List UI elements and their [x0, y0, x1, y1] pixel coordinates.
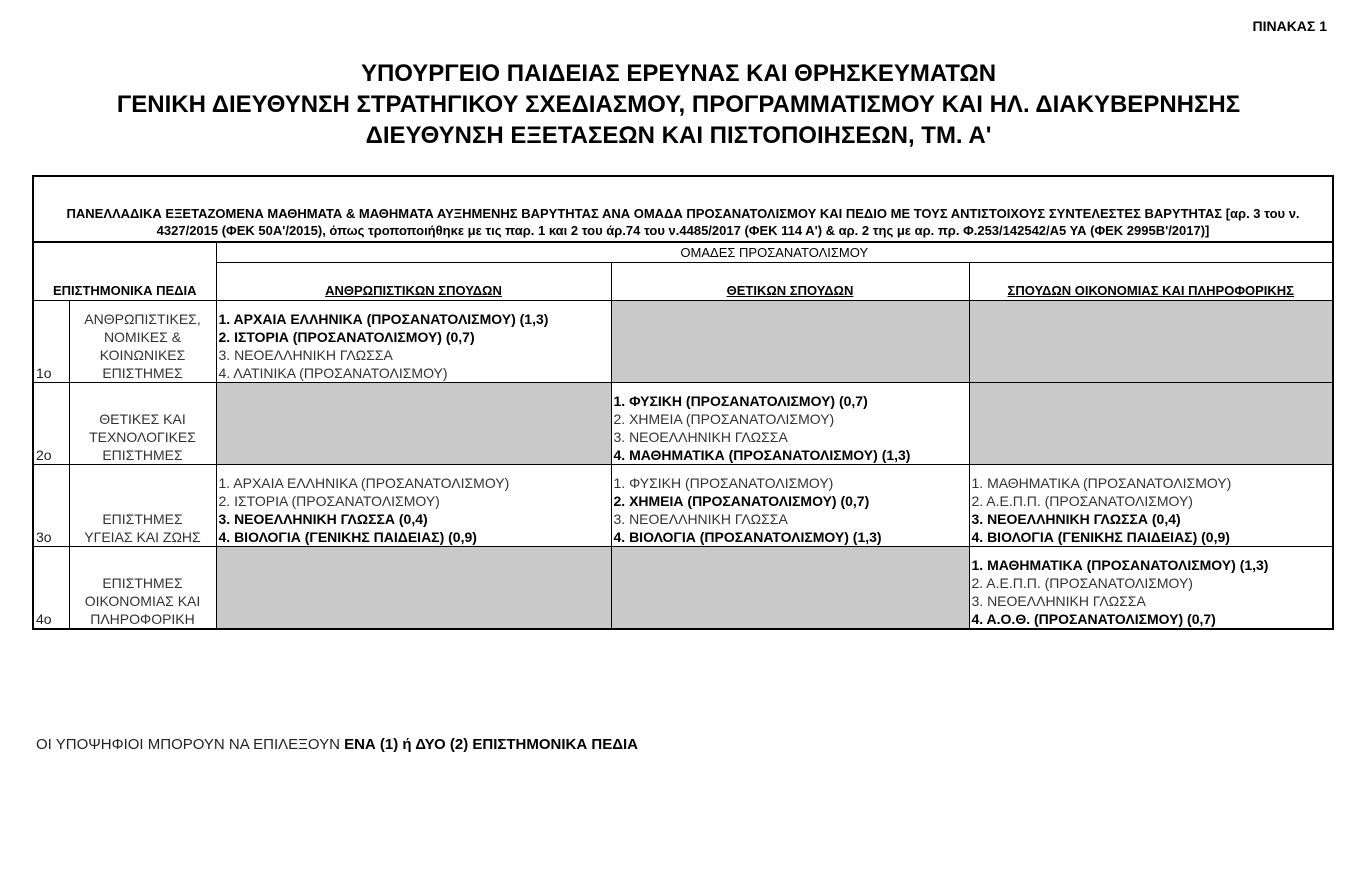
subject-item: 3. ΝΕΟΕΛΛΗΝΙΚΗ ΓΛΩΣΣΑ	[613, 511, 788, 527]
subject-item: 1. ΑΡΧΑΙΑ ΕΛΛΗΝΙΚΑ (ΠΡΟΣΑΝΑΤΟΛΙΣΜΟΥ) (1,3)	[218, 311, 549, 327]
subject-item: 2. Α.Ε.Π.Π. (ΠΡΟΣΑΝΑΤΟΛΙΣΜΟΥ)	[971, 493, 1193, 509]
empty-cell	[611, 301, 969, 383]
subject-item: 4. ΒΙΟΛΟΓΙΑ (ΠΡΟΣΑΝΑΤΟΛΙΣΜΟΥ) (1,3)	[613, 529, 882, 545]
subjects-cell	[969, 465, 1333, 547]
subject-item: 2. ΧΗΜΕΙΑ (ΠΡΟΣΑΝΑΤΟΛΙΣΜΟΥ) (0,7)	[613, 493, 870, 509]
fields-header: ΕΠΙΣΤΗΜΟΝΙΚΑ ΠΕΔΙΑ	[52, 283, 197, 298]
subject-item: 3. ΝΕΟΕΛΛΗΝΙΚΗ ΓΛΩΣΣΑ (0,4)	[971, 511, 1181, 527]
table-row	[33, 383, 1333, 465]
column-header-economics: ΣΠΟΥΔΩΝ ΟΙΚΟΝΟΜΙΑΣ ΚΑΙ ΠΛΗΡΟΦΟΡΙΚΗΣ	[969, 263, 1333, 301]
column-header-humanities: ΑΝΘΡΩΠΙΣΤΙΚΩΝ ΣΠΟΥΔΩΝ	[216, 263, 611, 301]
document-heading	[0, 58, 1357, 151]
field-number: 1ο	[33, 301, 69, 383]
footer-emphasis: ΕΝΑ (1) ή ΔΥΟ (2) ΕΠΙΣΤΗΜΟΝΙΚΑ ΠΕΔΙΑ	[344, 736, 638, 753]
field-name	[69, 383, 216, 465]
field-name-line: ΕΠΙΣΤΗΜΕΣ	[102, 447, 183, 463]
subject-item: 2. ΙΣΤΟΡΙΑ (ΠΡΟΣΑΝΑΤΟΛΙΣΜΟΥ)	[218, 493, 440, 509]
subjects-cell	[611, 465, 969, 547]
subject-item: 3. ΝΕΟΕΛΛΗΝΙΚΗ ΓΛΩΣΣΑ (0,4)	[218, 511, 428, 527]
footer-note	[36, 736, 638, 753]
subject-item: 1. ΑΡΧΑΙΑ ΕΛΛΗΝΙΚΑ (ΠΡΟΣΑΝΑΤΟΛΙΣΜΟΥ)	[218, 475, 510, 491]
subject-item: 2. Α.Ε.Π.Π. (ΠΡΟΣΑΝΑΤΟΛΙΣΜΟΥ)	[971, 575, 1193, 591]
field-name-line: ΠΛΗΡΟΦΟΡΙΚΗ	[90, 611, 195, 627]
empty-cell	[969, 383, 1333, 465]
subject-item: 2. ΧΗΜΕΙΑ (ΠΡΟΣΑΝΑΤΟΛΙΣΜΟΥ)	[613, 411, 835, 427]
field-name	[69, 301, 216, 383]
groups-header: ΟΜΑΔΕΣ ΠΡΟΣΑΝΑΤΟΛΙΣΜΟΥ	[216, 242, 1333, 263]
table-row	[33, 547, 1333, 630]
column-header-sciences: ΘΕΤΙΚΩΝ ΣΠΟΥΔΩΝ	[611, 263, 969, 301]
table-row	[33, 301, 1333, 383]
field-name-line: ΕΠΙΣΤΗΜΕΣ	[102, 365, 183, 381]
subject-item: 4. ΛΑΤΙΝΙΚΑ (ΠΡΟΣΑΝΑΤΟΛΙΣΜΟΥ)	[218, 365, 448, 381]
field-name-line: ΥΓΕΙΑΣ ΚΑΙ ΖΩΗΣ	[84, 529, 201, 545]
directorate-general-title: ΓΕΝΙΚΗ ΔΙΕΥΘΥΝΣΗ ΣΤΡΑΤΗΓΙΚΟΥ ΣΧΕΔΙΑΣΜΟΥ, ΠΡΟΓΡΑΜΜΑΤΙΣΜΟΥ ΚΑΙ ΗΛ. ΔΙΑΚΥΒΕΡΝΗΣΗΣ	[116, 91, 1241, 118]
subject-item: 1. ΜΑΘΗΜΑΤΙΚΑ (ΠΡΟΣΑΝΑΤΟΛΙΣΜΟΥ)	[971, 475, 1232, 491]
subject-item: 1. ΦΥΣΙΚΗ (ΠΡΟΣΑΝΑΤΟΛΙΣΜΟΥ) (0,7)	[613, 393, 868, 409]
subject-item: 3. ΝΕΟΕΛΛΗΝΙΚΗ ΓΛΩΣΣΑ	[971, 593, 1146, 609]
subject-item: 4. ΜΑΘΗΜΑΤΙΚΑ (ΠΡΟΣΑΝΑΤΟΛΙΣΜΟΥ) (1,3)	[613, 447, 911, 463]
subject-item: 4. ΒΙΟΛΟΓΙΑ (ΓΕΝΙΚΗΣ ΠΑΙΔΕΙΑΣ) (0,9)	[971, 529, 1230, 545]
field-number: 4ο	[33, 547, 69, 630]
subject-item: 3. ΝΕΟΕΛΛΗΝΙΚΗ ΓΛΩΣΣΑ	[613, 429, 788, 445]
field-number: 3ο	[33, 465, 69, 547]
footer-prefix: ΟΙ ΥΠΟΨΗΦΙΟΙ ΜΠΟΡΟΥΝ ΝΑ ΕΠΙΛΕΞΟΥΝ	[36, 736, 345, 753]
empty-cell	[216, 547, 611, 630]
fields-header-cell	[33, 242, 216, 301]
table-number: ΠΙΝΑΚΑΣ 1	[1252, 18, 1327, 34]
empty-cell	[216, 383, 611, 465]
empty-cell	[969, 301, 1333, 383]
field-name-line: ΝΟΜΙΚΕΣ &	[103, 329, 182, 345]
ministry-title: ΥΠΟΥΡΓΕΙΟ ΠΑΙΔΕΙΑΣ ΕΡΕΥΝΑΣ ΚΑΙ ΘΡΗΣΚΕΥΜΑΤΩΝ	[360, 60, 997, 87]
table-row	[33, 465, 1333, 547]
subjects-cell	[216, 465, 611, 547]
table-caption: ΠΑΝΕΛΛΑΔΙΚΑ ΕΞΕΤΑΖΟΜΕΝΑ ΜΑΘΗΜΑΤΑ & ΜΑΘΗΜΑΤΑ ΑΥΞΗΜΕΝΗΣ ΒΑΡΥΤΗΤΑΣ ΑΝΑ ΟΜΑΔΑ ΠΡΟΣΑΝΑΤΟΛΙΣΜΟΥ ΚΑΙ ΠΕΔΙΟ ΜΕ ΤΟΥΣ ΑΝΤΙΣΤΟΙΧΟΥΣ ΣΥΝΤΕΛΕΣΤΕΣ ΒΑΡΥΤΗΤΑΣ [αρ. 3 του ν. 4327/2015 (ΦΕΚ 50Α'/2015), όπως τροποποιήθηκε με τις παρ. 1 και 2 του άρ.74 του ν.4485/2017 (ΦΕΚ 114 Α') & αρ. 2 της με αρ. πρ. Φ.253/142542/Α5 ΥΑ (ΦΕΚ 2995Β'/2017)]	[33, 176, 1333, 242]
subject-item: 3. ΝΕΟΕΛΛΗΝΙΚΗ ΓΛΩΣΣΑ	[218, 347, 393, 363]
field-name-line: ΟΙΚΟΝΟΜΙΑΣ ΚΑΙ	[84, 593, 201, 609]
subjects-table	[32, 175, 1334, 630]
field-number: 2ο	[33, 383, 69, 465]
subjects-cell	[969, 547, 1333, 630]
directorate-title: ΔΙΕΥΘΥΝΣΗ ΕΞΕΤΑΣΕΩΝ ΚΑΙ ΠΙΣΤΟΠΟΙΗΣΕΩΝ, ΤΜ. Α'	[365, 122, 992, 149]
subject-item: 1. ΦΥΣΙΚΗ (ΠΡΟΣΑΝΑΤΟΛΙΣΜΟΥ)	[613, 475, 834, 491]
field-name-line: ΑΝΘΡΩΠΙΣΤΙΚΕΣ,	[84, 311, 201, 327]
field-name-line: ΕΠΙΣΤΗΜΕΣ	[102, 575, 183, 591]
subject-item: 2. ΙΣΤΟΡΙΑ (ΠΡΟΣΑΝΑΤΟΛΙΣΜΟΥ) (0,7)	[218, 329, 475, 345]
field-name	[69, 547, 216, 630]
subjects-cell	[216, 301, 611, 383]
field-name-line: ΕΠΙΣΤΗΜΕΣ	[102, 511, 183, 527]
subject-item: 4. ΒΙΟΛΟΓΙΑ (ΓΕΝΙΚΗΣ ΠΑΙΔΕΙΑΣ) (0,9)	[218, 529, 477, 545]
field-name-line: ΤΕΧΝΟΛΟΓΙΚΕΣ	[89, 429, 196, 445]
empty-cell	[611, 547, 969, 630]
subjects-cell	[611, 383, 969, 465]
field-name	[69, 465, 216, 547]
table-body	[33, 301, 1333, 630]
subject-item: 4. Α.Ο.Θ. (ΠΡΟΣΑΝΑΤΟΛΙΣΜΟΥ) (0,7)	[971, 611, 1216, 627]
field-name-line: ΚΟΙΝΩΝΙΚΕΣ	[99, 347, 186, 363]
field-name-line: ΘΕΤΙΚΕΣ ΚΑΙ	[99, 411, 186, 427]
subject-item: 1. ΜΑΘΗΜΑΤΙΚΑ (ΠΡΟΣΑΝΑΤΟΛΙΣΜΟΥ) (1,3)	[971, 557, 1269, 573]
